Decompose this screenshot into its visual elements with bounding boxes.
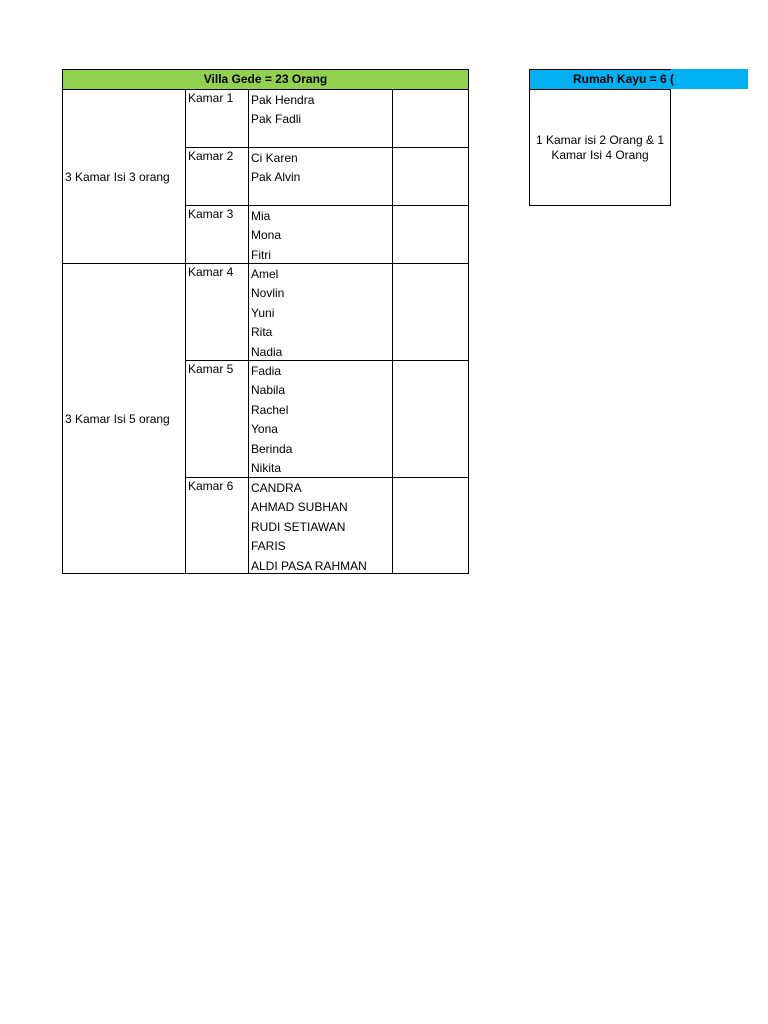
occupant: Nadia bbox=[251, 344, 283, 359]
group-cell-3-rooms-3-people bbox=[62, 89, 186, 264]
room-name-kamar-4: Kamar 4 bbox=[185, 263, 249, 361]
empty-cell bbox=[392, 360, 469, 478]
room-name-kamar-1: Kamar 1 bbox=[185, 89, 249, 148]
rumah-kayu-description-cell bbox=[529, 89, 671, 206]
occupant: Amel bbox=[251, 267, 279, 281]
occupant: Fitri bbox=[251, 247, 271, 262]
room-name-kamar-3: Kamar 3 bbox=[185, 205, 249, 264]
occupant: Fadia bbox=[251, 364, 282, 378]
room-name-kamar-2: Kamar 2 bbox=[185, 147, 249, 206]
occupant: ALDI PASA RAHMAN bbox=[251, 558, 367, 573]
occupant: Nikita bbox=[251, 461, 282, 476]
occupant: Pak Hendra bbox=[251, 93, 315, 107]
villa-gede-header: Villa Gede = 23 Orang bbox=[62, 69, 469, 90]
occupant: Mia bbox=[251, 209, 271, 223]
occupant: Ci Karen bbox=[251, 151, 298, 165]
occupant: Pak Fadli bbox=[251, 112, 302, 127]
occupants-kamar-6 bbox=[248, 477, 393, 574]
rumah-kayu-title: Rumah Kayu = 6 ( bbox=[573, 72, 675, 86]
occupant: FARIS bbox=[251, 539, 286, 554]
empty-cell bbox=[392, 205, 469, 264]
room-name-kamar-5: Kamar 5 bbox=[185, 360, 249, 478]
occupant: RUDI SETIAWAN bbox=[251, 519, 346, 534]
group-cell-3-rooms-5-people bbox=[62, 263, 186, 574]
empty-cell bbox=[392, 147, 469, 206]
occupant: Novlin bbox=[251, 286, 285, 301]
rumah-kayu-header-border bbox=[529, 69, 671, 90]
room-name-kamar-6: Kamar 6 bbox=[185, 477, 249, 574]
occupant: AHMAD SUBHAN bbox=[251, 500, 348, 515]
group-label: 3 Kamar Isi 3 orang bbox=[65, 169, 170, 184]
empty-cell bbox=[392, 477, 469, 574]
occupant: Berinda bbox=[251, 441, 293, 456]
occupant: Yuni bbox=[251, 305, 275, 320]
empty-cell bbox=[392, 263, 469, 361]
occupants-kamar-2 bbox=[248, 147, 393, 206]
occupant: Nabila bbox=[251, 383, 286, 398]
occupant: Rita bbox=[251, 325, 273, 340]
occupant: Yona bbox=[251, 422, 278, 437]
occupant: Pak Alvin bbox=[251, 170, 301, 185]
occupant: CANDRA bbox=[251, 481, 302, 495]
occupants-kamar-3 bbox=[248, 205, 393, 264]
group-label: 3 Kamar Isi 5 orang bbox=[65, 411, 170, 426]
occupants-kamar-5 bbox=[248, 360, 393, 478]
occupant: Mona bbox=[251, 228, 282, 243]
empty-cell bbox=[392, 89, 469, 148]
occupants-kamar-4 bbox=[248, 263, 393, 361]
occupants-kamar-1 bbox=[248, 89, 393, 148]
occupant: Rachel bbox=[251, 402, 289, 417]
rumah-kayu-description: 1 Kamar isi 2 Orang & 1 Kamar Isi 4 Orang bbox=[535, 132, 665, 162]
